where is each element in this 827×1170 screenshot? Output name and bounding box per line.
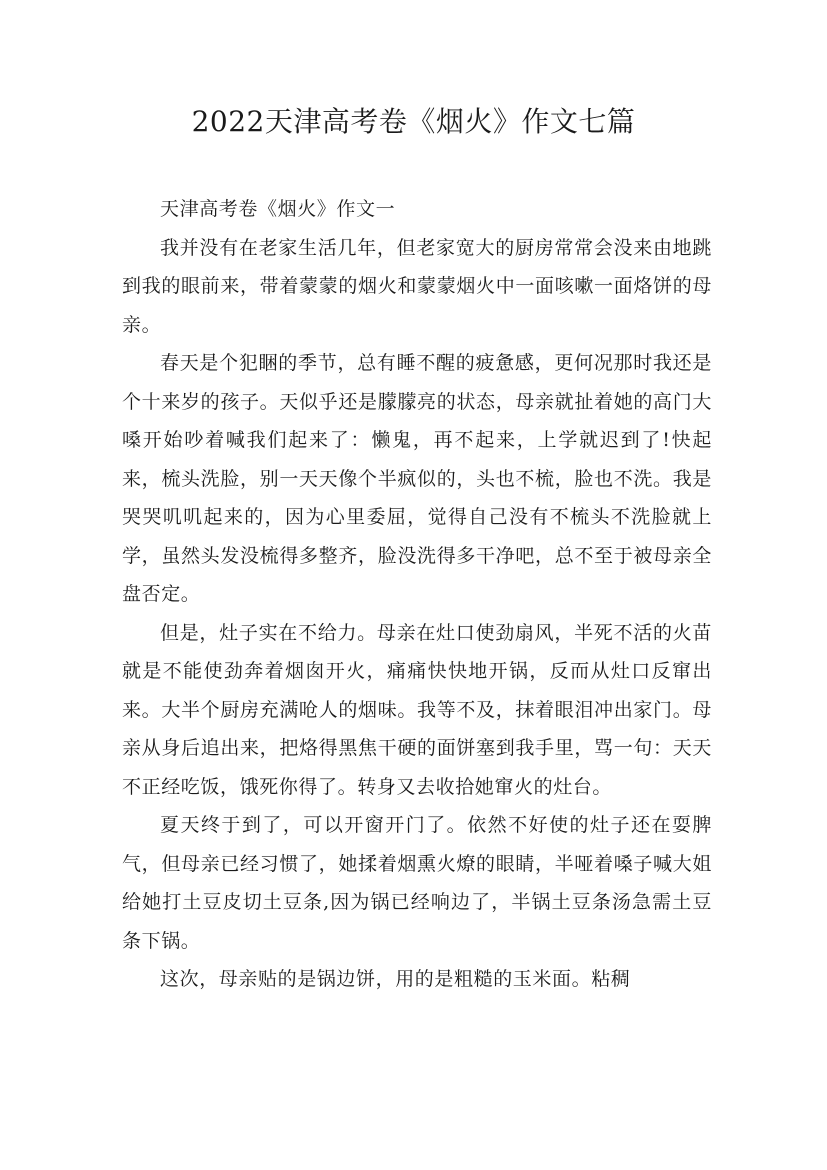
document-body [122,190,712,999]
document-title: 2022天津高考卷《烟火》作文七篇 [191,105,636,138]
paragraph-2: 春天是个犯睏的季节，总有睡不醒的疲惫感，更何况那时我还是个十来岁的孩子。天似乎还是朦朦亮的状态，母亲就扯着她的高门大嗓开始吵着喊我们起来了：懒鬼，再不起来，上学就迟到了!快起来，梳头洗脸，别一天天像个半疯似的，头也不梳，脸也不洗。我是哭哭叽叽起来的，因为心里委屈，觉得自己没有不梳头不洗脸就上学，虽然头发没梳得多整齐，脸没洗得多干净吧，总不至于被母亲全盘否定。 [122,352,712,605]
paragraph-4: 夏天终于到了，可以开窗开门了。依然不好使的灶子还在耍脾气，但母亲已经习惯了，她揉着烟熏火燎的眼睛，半哑着嗓子喊大姐给她打土豆皮切土豆条,因为锅已经响边了，半锅土豆条汤急需土豆条下锅。 [122,814,712,952]
section-heading: 天津高考卷《烟火》作文一 [160,198,396,220]
paragraph-1: 我并没有在老家生活几年，但老家宽大的厨房常常会没来由地跳到我的眼前来，带着蒙蒙的烟火和蒙蒙烟火中一面咳嗽一面烙饼的母亲。 [122,236,712,336]
paragraph-3: 但是，灶子实在不给力。母亲在灶口使劲扇风，半死不活的火苗就是不能使劲奔着烟囱开火，痛痛快快地开锅，反而从灶口反窜出来。大半个厨房充满呛人的烟味。我等不及，抹着眼泪冲出家门。母亲从身后追出来，把烙得黑焦干硬的面饼塞到我手里，骂一句：天天不正经吃饭，饿死你得了。转身又去收拾她窜火的灶台。 [122,621,712,798]
paragraph-5: 这次，母亲贴的是锅边饼，用的是粗糙的玉米面。粘稠 [160,968,631,990]
